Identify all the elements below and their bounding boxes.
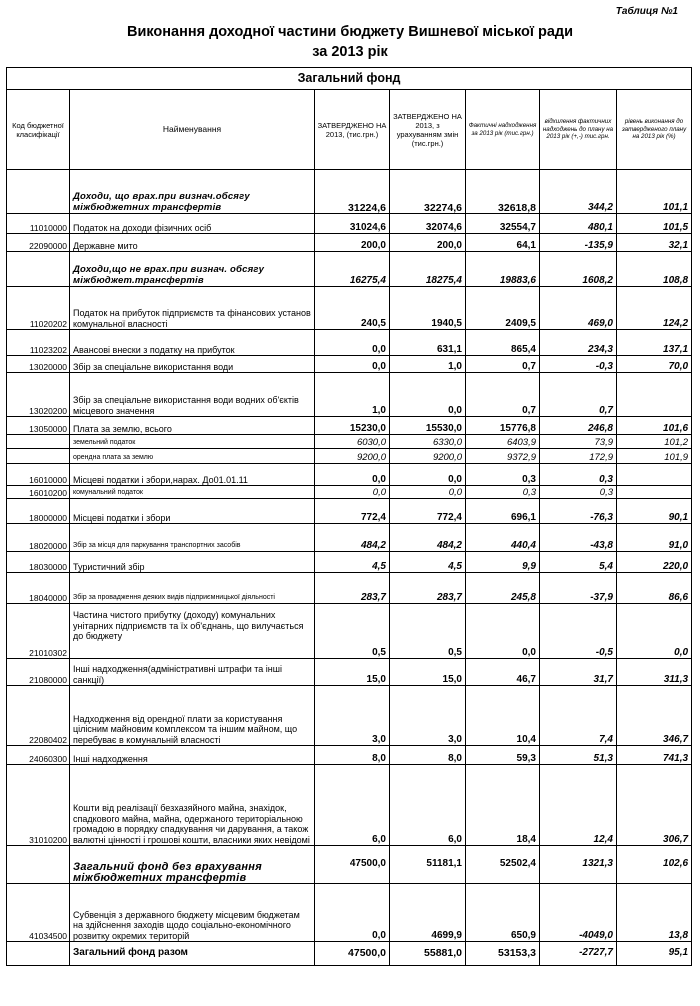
row-approved: 0,0	[315, 486, 390, 499]
row-name: Державне мито	[70, 234, 315, 252]
row-approved-changes: 15,0	[390, 659, 466, 686]
column-header-code: Код бюджетної класифікації	[7, 90, 70, 170]
fund-header-row	[7, 68, 692, 90]
column-header-name: Найменування	[70, 90, 315, 170]
row-approved: 1,0	[315, 373, 390, 417]
row-approved-changes: 0,0	[390, 464, 466, 486]
row-name: Авансові внески з податку на прибуток	[70, 330, 315, 356]
table-row	[7, 373, 692, 417]
row-name: Доходи,що не врах.при визнач. обсягу міжбюджет.трансфертів	[70, 252, 315, 287]
row-percent: 108,8	[617, 252, 692, 287]
row-percent: 101,9	[617, 449, 692, 464]
row-name: Доходи, що врах.при визнач.обсягу міжбюджетних трансфертів	[70, 170, 315, 214]
row-code: 18030000	[7, 552, 70, 573]
row-approved-changes: 6,0	[390, 765, 466, 846]
row-percent: 102,6	[617, 846, 692, 884]
row-percent	[617, 464, 692, 486]
row-deviation: 73,9	[540, 435, 617, 449]
row-deviation: -135,9	[540, 234, 617, 252]
row-approved: 4,5	[315, 552, 390, 573]
revenue-table	[6, 67, 692, 966]
row-code: 21080000	[7, 659, 70, 686]
row-name: Інші надходження(адміністративні штрафи та інші санкції)	[70, 659, 315, 686]
row-percent: 220,0	[617, 552, 692, 573]
row-deviation: 5,4	[540, 552, 617, 573]
row-deviation: 0,7	[540, 373, 617, 417]
row-actual: 64,1	[466, 234, 540, 252]
row-actual: 650,9	[466, 884, 540, 942]
table-row	[7, 942, 692, 966]
row-name: Кошти від реалізації безхазяйного майна, знахідок, спадкового майна, майна, одержаного територіальною громадою в порядку спадкування чи дарування, а також валютні цінності і грошові кошти, власники яких невідомі	[70, 765, 315, 846]
row-name: Податок на доходи фізичних осіб	[70, 214, 315, 234]
row-deviation: 0,3	[540, 486, 617, 499]
table-row	[7, 234, 692, 252]
row-deviation: 31,7	[540, 659, 617, 686]
row-approved-changes: 283,7	[390, 573, 466, 604]
row-actual: 6403,9	[466, 435, 540, 449]
row-actual: 9372,9	[466, 449, 540, 464]
column-header-actual: Фактичні надходження за 2013 рік (тис.грн.)	[466, 90, 540, 170]
table-row	[7, 552, 692, 573]
row-deviation: 480,1	[540, 214, 617, 234]
row-approved: 15,0	[315, 659, 390, 686]
row-actual: 53153,3	[466, 942, 540, 966]
row-approved-changes: 0,5	[390, 604, 466, 659]
row-actual: 46,7	[466, 659, 540, 686]
column-header-approved-changes: ЗАТВЕРДЖЕНО НА 2013, з урахуванням змін (тис.грн.)	[390, 90, 466, 170]
row-code: 13020000	[7, 356, 70, 373]
table-row	[7, 464, 692, 486]
row-percent: 0,0	[617, 604, 692, 659]
table-row	[7, 573, 692, 604]
row-approved: 200,0	[315, 234, 390, 252]
row-actual: 32554,7	[466, 214, 540, 234]
row-deviation: 51,3	[540, 746, 617, 765]
row-actual: 59,3	[466, 746, 540, 765]
row-code	[7, 449, 70, 464]
table-row	[7, 659, 692, 686]
row-approved: 31224,6	[315, 170, 390, 214]
row-name: Субвенція з державного бюджету місцевим бюджетам на здійснення заходів щодо соціально-економічного розвитку окремих територій	[70, 884, 315, 942]
row-code: 18040000	[7, 573, 70, 604]
row-percent: 95,1	[617, 942, 692, 966]
row-deviation: -4049,0	[540, 884, 617, 942]
row-approved: 6,0	[315, 765, 390, 846]
table-row	[7, 846, 692, 884]
row-approved-changes: 55881,0	[390, 942, 466, 966]
row-approved: 0,0	[315, 330, 390, 356]
row-percent: 741,3	[617, 746, 692, 765]
row-percent: 86,6	[617, 573, 692, 604]
table-row	[7, 765, 692, 846]
row-approved-changes: 3,0	[390, 686, 466, 746]
column-header-approved: ЗАТВЕРДЖЕНО НА 2013, (тис.грн.)	[315, 90, 390, 170]
row-approved-changes: 4699,9	[390, 884, 466, 942]
row-deviation: -0,3	[540, 356, 617, 373]
row-name: комунальний податок	[70, 486, 315, 499]
row-code: 22080402	[7, 686, 70, 746]
row-percent: 101,6	[617, 417, 692, 435]
row-approved: 9200,0	[315, 449, 390, 464]
row-deviation: -0,5	[540, 604, 617, 659]
row-code: 13050000	[7, 417, 70, 435]
fund-header: Загальний фонд	[7, 68, 692, 90]
row-approved-changes: 631,1	[390, 330, 466, 356]
title-line-2: за 2013 рік	[312, 44, 388, 60]
row-percent	[617, 373, 692, 417]
row-percent: 306,7	[617, 765, 692, 846]
row-name: Плата за землю, всього	[70, 417, 315, 435]
table-row	[7, 499, 692, 524]
table-row	[7, 330, 692, 356]
row-approved-changes: 1,0	[390, 356, 466, 373]
row-actual: 696,1	[466, 499, 540, 524]
row-percent: 346,7	[617, 686, 692, 746]
row-name: Збір за спеціальне використання води водних об'єктів місцевого значення	[70, 373, 315, 417]
row-actual: 0,3	[466, 464, 540, 486]
row-name: земельний податок	[70, 435, 315, 449]
row-code	[7, 252, 70, 287]
row-deviation: 12,4	[540, 765, 617, 846]
row-actual: 440,4	[466, 524, 540, 552]
table-row	[7, 356, 692, 373]
row-actual: 19883,6	[466, 252, 540, 287]
row-actual: 15776,8	[466, 417, 540, 435]
row-deviation: -76,3	[540, 499, 617, 524]
table-row	[7, 486, 692, 499]
row-percent: 70,0	[617, 356, 692, 373]
row-name: Частина чистого прибутку (доходу) комунальних унітарних підприємств та їх об'єднань, що вилучається до бюджету	[70, 604, 315, 659]
row-actual: 0,7	[466, 356, 540, 373]
row-actual: 0,7	[466, 373, 540, 417]
row-deviation: 234,3	[540, 330, 617, 356]
table-row	[7, 287, 692, 330]
row-code	[7, 170, 70, 214]
row-approved-changes: 8,0	[390, 746, 466, 765]
column-header-deviation: відхилення фактичних надходжень до плану на 2013 рік (+,-) тис.грн.	[540, 90, 617, 170]
row-approved: 240,5	[315, 287, 390, 330]
row-approved: 484,2	[315, 524, 390, 552]
row-approved-changes: 772,4	[390, 499, 466, 524]
row-code: 11020202	[7, 287, 70, 330]
row-code	[7, 435, 70, 449]
row-percent: 137,1	[617, 330, 692, 356]
row-deviation: 469,0	[540, 287, 617, 330]
row-approved: 283,7	[315, 573, 390, 604]
row-approved: 31024,6	[315, 214, 390, 234]
row-name: Збір за місця для паркування транспортних засобів	[70, 524, 315, 552]
row-deviation: 1608,2	[540, 252, 617, 287]
row-approved: 3,0	[315, 686, 390, 746]
row-approved-changes: 200,0	[390, 234, 466, 252]
row-code: 22090000	[7, 234, 70, 252]
row-actual: 0,0	[466, 604, 540, 659]
row-approved: 772,4	[315, 499, 390, 524]
row-deviation: -43,8	[540, 524, 617, 552]
row-code: 13020200	[7, 373, 70, 417]
row-deviation: 1321,3	[540, 846, 617, 884]
row-approved: 8,0	[315, 746, 390, 765]
row-deviation: -37,9	[540, 573, 617, 604]
column-header-percent: рівень виконання до затвердженого плану на 2013 рік (%)	[617, 90, 692, 170]
table-number-label: Таблиця №1	[615, 6, 678, 17]
row-actual: 2409,5	[466, 287, 540, 330]
row-approved-changes: 51181,1	[390, 846, 466, 884]
row-code: 18000000	[7, 499, 70, 524]
row-percent: 101,1	[617, 170, 692, 214]
row-percent: 90,1	[617, 499, 692, 524]
row-actual: 32618,8	[466, 170, 540, 214]
row-code: 11023202	[7, 330, 70, 356]
row-approved-changes: 4,5	[390, 552, 466, 573]
row-code	[7, 942, 70, 966]
row-name: Податок на прибуток підприємств та фінансових установ комунальної власності	[70, 287, 315, 330]
row-actual: 10,4	[466, 686, 540, 746]
table-row	[7, 170, 692, 214]
row-approved-changes: 6330,0	[390, 435, 466, 449]
row-approved: 0,5	[315, 604, 390, 659]
title-line-1: Виконання доходної частини бюджету Вишневої міської ради	[126, 24, 574, 40]
row-approved-changes: 32074,6	[390, 214, 466, 234]
table-row	[7, 214, 692, 234]
row-approved: 0,0	[315, 884, 390, 942]
row-name: Місцеві податки і збори,нарах. До01.01.11	[70, 464, 315, 486]
row-deviation: 246,8	[540, 417, 617, 435]
row-name: Збір за провадження деяких видів підприємницької діяльності	[70, 573, 315, 604]
row-actual: 9,9	[466, 552, 540, 573]
row-percent: 311,3	[617, 659, 692, 686]
row-deviation: 344,2	[540, 170, 617, 214]
row-code: 24060300	[7, 746, 70, 765]
row-name: Збір за спеціальне використання води	[70, 356, 315, 373]
row-name: орендна плата за землю	[70, 449, 315, 464]
row-approved-changes: 32274,6	[390, 170, 466, 214]
row-code: 41034500	[7, 884, 70, 942]
row-code: 21010302	[7, 604, 70, 659]
row-percent: 13,8	[617, 884, 692, 942]
row-approved-changes: 0,0	[390, 373, 466, 417]
row-name: Інші надходження	[70, 746, 315, 765]
row-name: Місцеві податки і збори	[70, 499, 315, 524]
row-approved-changes: 0,0	[390, 486, 466, 499]
row-approved-changes: 15530,0	[390, 417, 466, 435]
row-approved-changes: 18275,4	[390, 252, 466, 287]
table-row	[7, 524, 692, 552]
row-approved-changes: 1940,5	[390, 287, 466, 330]
row-approved: 0,0	[315, 464, 390, 486]
row-name: Надходження від орендної плати за користування цілісним майновим комплексом та іншим майном, що перебуває в комунальній власності	[70, 686, 315, 746]
row-actual: 865,4	[466, 330, 540, 356]
row-actual: 0,3	[466, 486, 540, 499]
row-deviation: 7,4	[540, 686, 617, 746]
row-percent	[617, 486, 692, 499]
row-deviation: 0,3	[540, 464, 617, 486]
row-name: Загальний фонд разом	[70, 942, 315, 966]
row-code: 18020000	[7, 524, 70, 552]
row-deviation: -2727,7	[540, 942, 617, 966]
table-row	[7, 449, 692, 464]
row-code: 31010200	[7, 765, 70, 846]
row-code: 16010000	[7, 464, 70, 486]
row-approved: 16275,4	[315, 252, 390, 287]
table-row	[7, 252, 692, 287]
row-percent: 32,1	[617, 234, 692, 252]
row-approved: 6030,0	[315, 435, 390, 449]
row-approved: 15230,0	[315, 417, 390, 435]
row-code	[7, 846, 70, 884]
row-name: Туристичний збір	[70, 552, 315, 573]
table-row	[7, 686, 692, 746]
row-approved-changes: 9200,0	[390, 449, 466, 464]
table-row	[7, 604, 692, 659]
row-approved: 47500,0	[315, 942, 390, 966]
row-approved-changes: 484,2	[390, 524, 466, 552]
row-percent: 124,2	[617, 287, 692, 330]
table-row	[7, 884, 692, 942]
row-code: 11010000	[7, 214, 70, 234]
row-actual: 245,8	[466, 573, 540, 604]
row-actual: 18,4	[466, 765, 540, 846]
table-row	[7, 417, 692, 435]
table-row	[7, 435, 692, 449]
row-percent: 91,0	[617, 524, 692, 552]
table-row	[7, 746, 692, 765]
row-approved: 0,0	[315, 356, 390, 373]
column-header-row	[7, 90, 692, 170]
row-approved: 47500,0	[315, 846, 390, 884]
row-deviation: 172,9	[540, 449, 617, 464]
row-percent: 101,2	[617, 435, 692, 449]
row-actual: 52502,4	[466, 846, 540, 884]
row-percent: 101,5	[617, 214, 692, 234]
row-name: Загальний фонд без врахування міжбюджетних трансфертів	[70, 846, 315, 884]
row-code: 16010200	[7, 486, 70, 499]
document-title	[0, 22, 700, 62]
